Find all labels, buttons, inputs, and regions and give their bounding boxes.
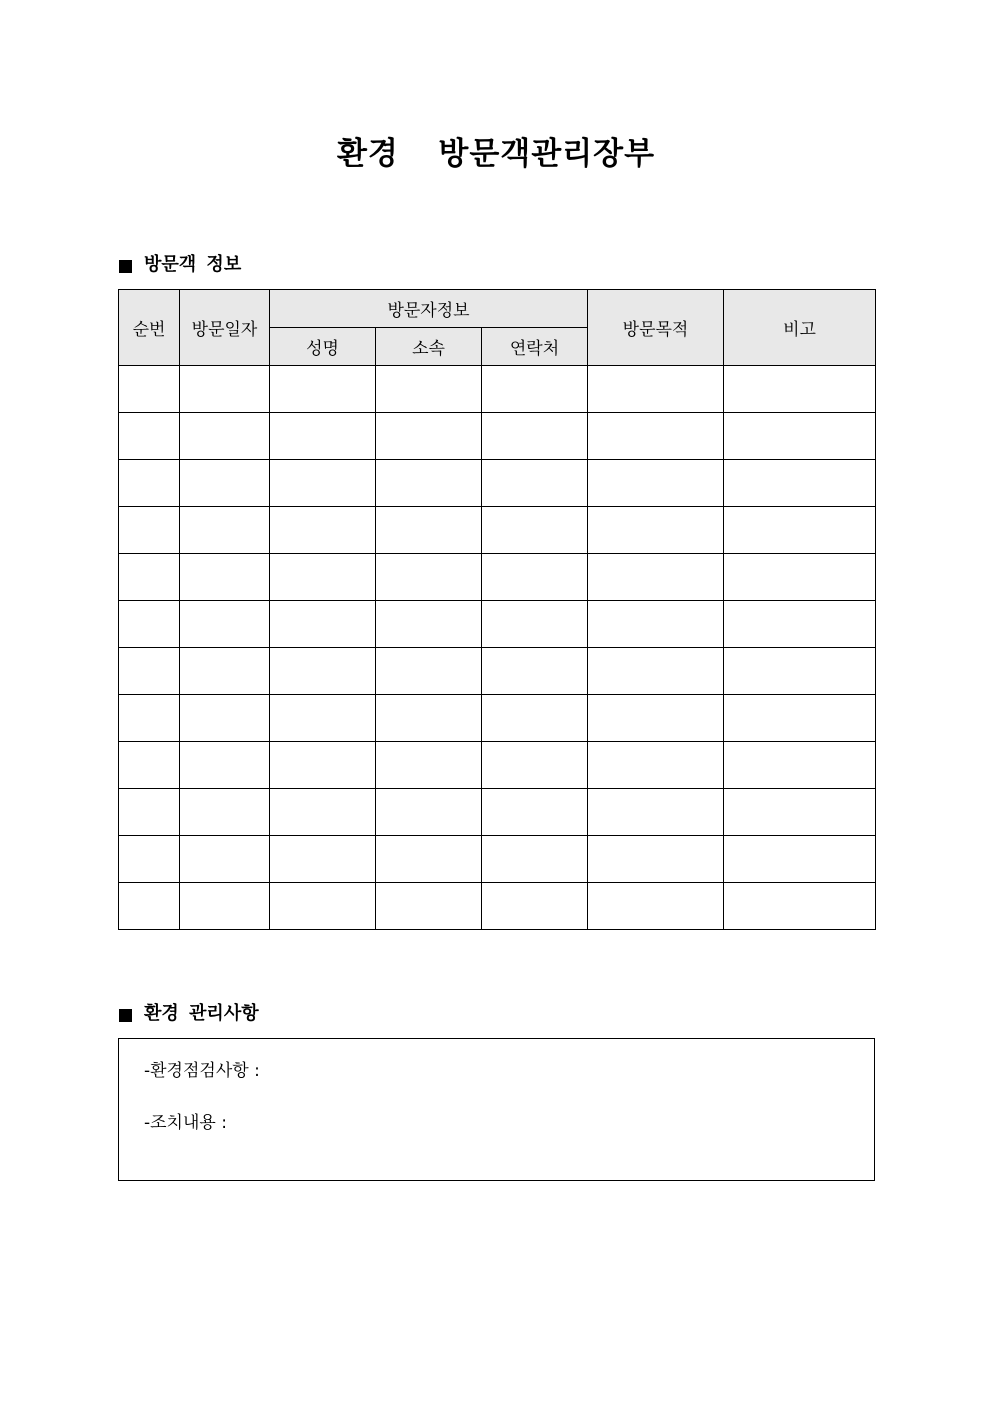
cell-affiliation[interactable] <box>376 836 482 883</box>
cell-name[interactable] <box>270 413 376 460</box>
cell-visit-purpose[interactable] <box>588 601 724 648</box>
cell-contact[interactable] <box>482 883 588 930</box>
cell-visit-date[interactable] <box>180 460 270 507</box>
environment-management-heading <box>119 1002 259 1026</box>
table-row <box>119 648 876 695</box>
cell-affiliation[interactable] <box>376 507 482 554</box>
cell-visit-date[interactable] <box>180 554 270 601</box>
cell-no[interactable] <box>119 648 180 695</box>
cell-affiliation[interactable] <box>376 742 482 789</box>
cell-affiliation[interactable] <box>376 695 482 742</box>
cell-remarks[interactable] <box>724 601 876 648</box>
cell-name[interactable] <box>270 554 376 601</box>
cell-visit-purpose[interactable] <box>588 554 724 601</box>
square-bullet-icon <box>119 260 132 273</box>
cell-contact[interactable] <box>482 413 588 460</box>
cell-affiliation[interactable] <box>376 413 482 460</box>
cell-affiliation[interactable] <box>376 601 482 648</box>
cell-contact[interactable] <box>482 789 588 836</box>
cell-contact[interactable] <box>482 460 588 507</box>
cell-no[interactable] <box>119 695 180 742</box>
cell-name[interactable] <box>270 695 376 742</box>
cell-remarks[interactable] <box>724 883 876 930</box>
cell-remarks[interactable] <box>724 507 876 554</box>
table-row <box>119 789 876 836</box>
cell-name[interactable] <box>270 883 376 930</box>
cell-no[interactable] <box>119 836 180 883</box>
cell-no[interactable] <box>119 554 180 601</box>
cell-affiliation[interactable] <box>376 789 482 836</box>
table-row <box>119 836 876 883</box>
cell-name[interactable] <box>270 836 376 883</box>
cell-name[interactable] <box>270 648 376 695</box>
cell-name[interactable] <box>270 742 376 789</box>
header-remarks: 비고 <box>724 290 876 366</box>
cell-remarks[interactable] <box>724 836 876 883</box>
cell-visit-date[interactable] <box>180 695 270 742</box>
cell-visit-purpose[interactable] <box>588 742 724 789</box>
table-row <box>119 742 876 789</box>
cell-remarks[interactable] <box>724 695 876 742</box>
cell-contact[interactable] <box>482 648 588 695</box>
cell-visit-date[interactable] <box>180 507 270 554</box>
cell-contact[interactable] <box>482 601 588 648</box>
cell-no[interactable] <box>119 742 180 789</box>
cell-affiliation[interactable] <box>376 648 482 695</box>
cell-no[interactable] <box>119 883 180 930</box>
visitor-info-heading-text: 방문객 정보 <box>144 254 242 275</box>
action-taken-label: -조치내용 : <box>144 1113 227 1133</box>
cell-remarks[interactable] <box>724 460 876 507</box>
cell-visit-purpose[interactable] <box>588 507 724 554</box>
cell-visit-purpose[interactable] <box>588 460 724 507</box>
cell-affiliation[interactable] <box>376 883 482 930</box>
table-row <box>119 366 876 413</box>
table-row <box>119 695 876 742</box>
cell-remarks[interactable] <box>724 648 876 695</box>
cell-visit-purpose[interactable] <box>588 883 724 930</box>
cell-name[interactable] <box>270 366 376 413</box>
cell-no[interactable] <box>119 789 180 836</box>
cell-name[interactable] <box>270 789 376 836</box>
cell-visit-date[interactable] <box>180 836 270 883</box>
cell-contact[interactable] <box>482 554 588 601</box>
header-visitor-info: 방문자정보 <box>270 290 588 328</box>
cell-contact[interactable] <box>482 836 588 883</box>
header-visit-date: 방문일자 <box>180 290 270 366</box>
cell-contact[interactable] <box>482 742 588 789</box>
cell-visit-date[interactable] <box>180 883 270 930</box>
cell-visit-date[interactable] <box>180 413 270 460</box>
cell-remarks[interactable] <box>724 413 876 460</box>
environment-management-heading-text: 환경 관리사항 <box>144 1003 259 1024</box>
page-title: 환경 방문객관리장부 <box>336 136 656 172</box>
table-row <box>119 413 876 460</box>
cell-affiliation[interactable] <box>376 460 482 507</box>
cell-visit-purpose[interactable] <box>588 648 724 695</box>
cell-visit-date[interactable] <box>180 366 270 413</box>
cell-visit-date[interactable] <box>180 601 270 648</box>
cell-visit-purpose[interactable] <box>588 366 724 413</box>
cell-affiliation[interactable] <box>376 366 482 413</box>
table-row <box>119 883 876 930</box>
cell-name[interactable] <box>270 460 376 507</box>
table-row <box>119 601 876 648</box>
cell-contact[interactable] <box>482 695 588 742</box>
cell-visit-purpose[interactable] <box>588 789 724 836</box>
cell-no[interactable] <box>119 366 180 413</box>
header-name: 성명 <box>270 328 376 366</box>
cell-contact[interactable] <box>482 507 588 554</box>
table-row <box>119 554 876 601</box>
cell-name[interactable] <box>270 507 376 554</box>
table-row <box>119 507 876 554</box>
cell-visit-date[interactable] <box>180 742 270 789</box>
visitor-table <box>118 289 876 930</box>
cell-visit-purpose[interactable] <box>588 836 724 883</box>
cell-visit-purpose[interactable] <box>588 695 724 742</box>
header-contact: 연락처 <box>482 328 588 366</box>
header-affiliation: 소속 <box>376 328 482 366</box>
cell-remarks[interactable] <box>724 789 876 836</box>
cell-visit-purpose[interactable] <box>588 413 724 460</box>
cell-no[interactable] <box>119 460 180 507</box>
header-visit-purpose: 방문목적 <box>588 290 724 366</box>
cell-remarks[interactable] <box>724 366 876 413</box>
management-notes-box <box>118 1038 875 1181</box>
cell-remarks[interactable] <box>724 742 876 789</box>
table-row <box>119 460 876 507</box>
cell-affiliation[interactable] <box>376 554 482 601</box>
header-no: 순번 <box>119 290 180 366</box>
cell-visit-date[interactable] <box>180 789 270 836</box>
square-bullet-icon <box>119 1009 132 1022</box>
cell-name[interactable] <box>270 601 376 648</box>
cell-visit-date[interactable] <box>180 648 270 695</box>
visitor-table-body <box>119 366 876 930</box>
visitor-info-heading <box>119 253 241 277</box>
cell-contact[interactable] <box>482 366 588 413</box>
cell-no[interactable] <box>119 507 180 554</box>
cell-no[interactable] <box>119 601 180 648</box>
inspection-items-label: -환경점검사항 : <box>144 1061 260 1081</box>
cell-remarks[interactable] <box>724 554 876 601</box>
cell-no[interactable] <box>119 413 180 460</box>
